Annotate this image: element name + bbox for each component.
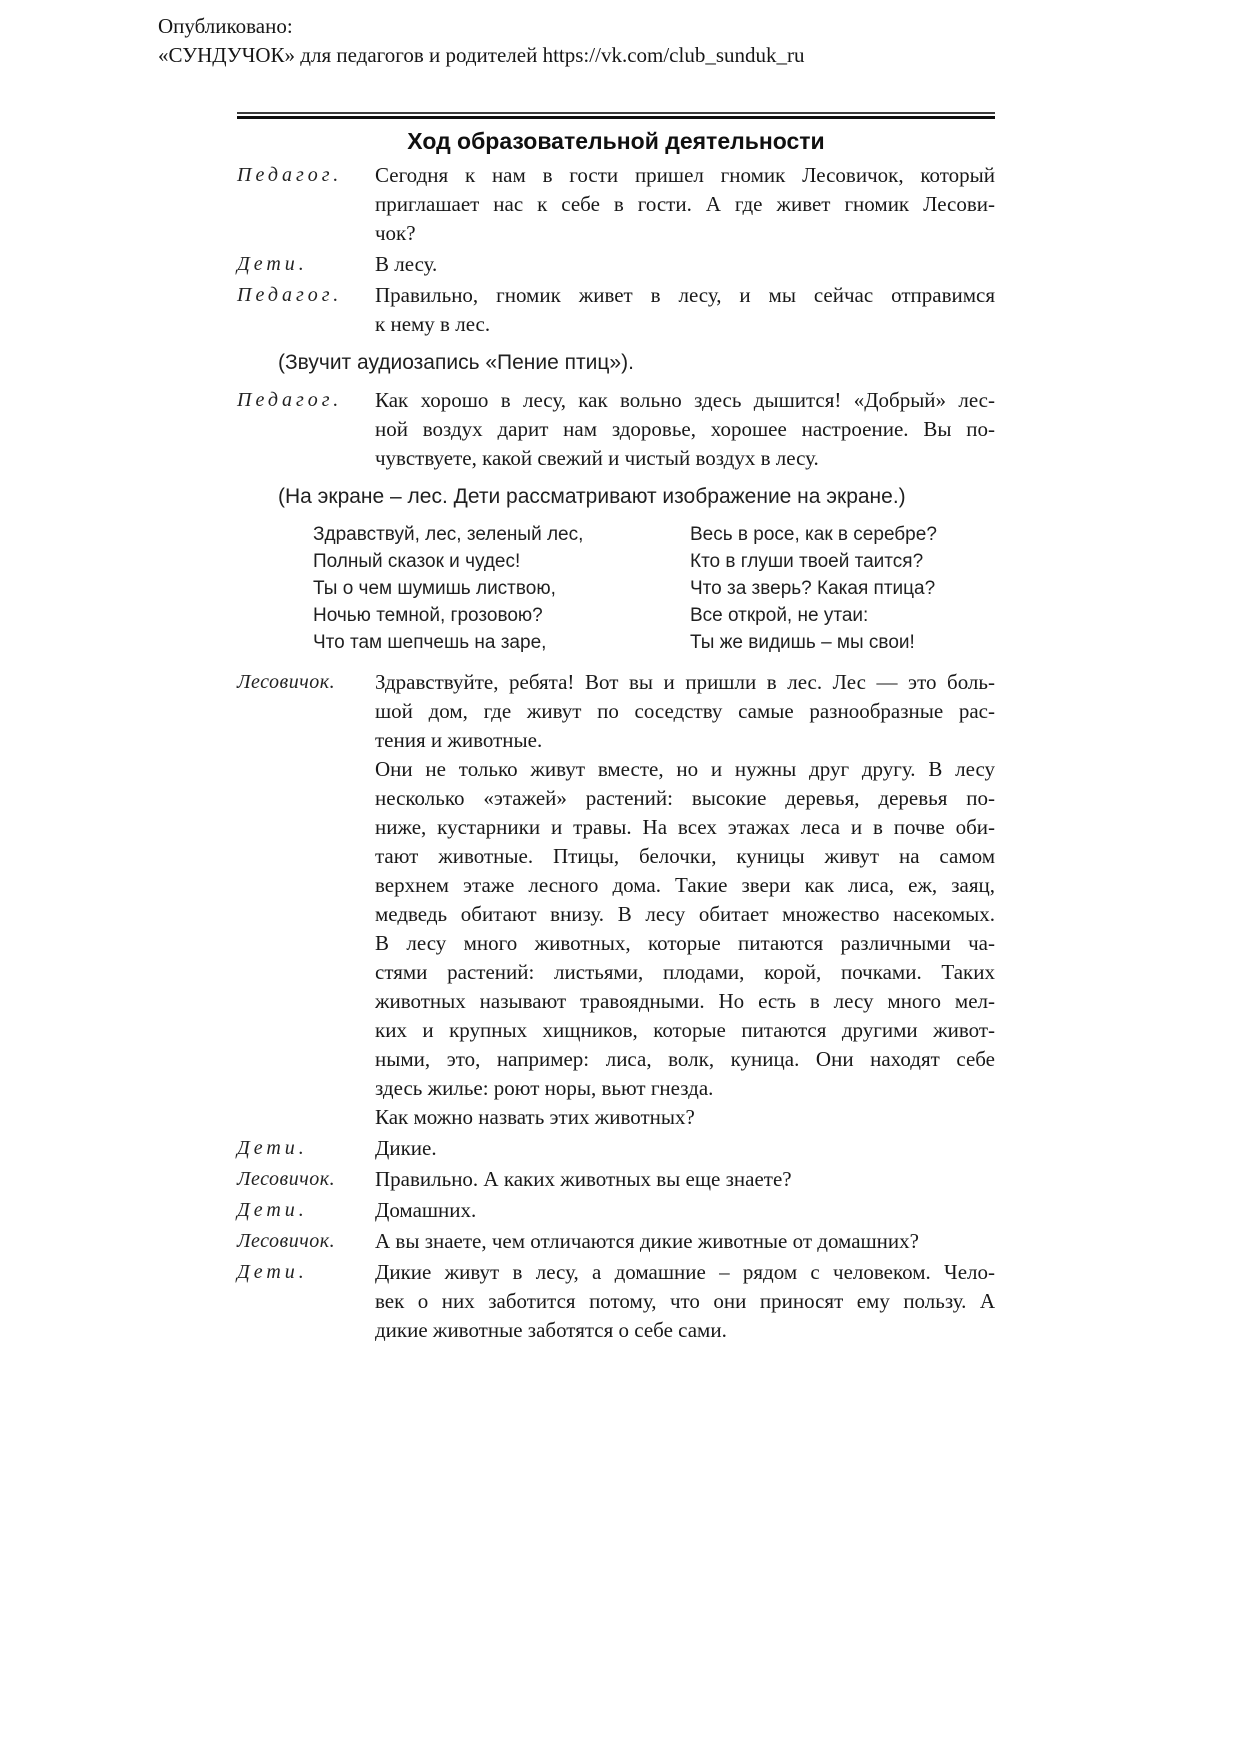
poem-column-right <box>690 521 995 656</box>
top-double-rule <box>237 112 995 119</box>
dialogue-line: ниже, кустарники и травы. На всех этажах леса и в почве оби- <box>375 815 995 839</box>
dialogue-line: Они не только живут вместе, но и нужны друг другу. В лесу <box>375 757 995 781</box>
dialogue-line: Здравствуйте, ребята! Вот вы и пришли в лес. Лес — это боль- <box>375 670 995 694</box>
dialogue-line: век о них заботится потому, что они приносят ему пользу. А <box>375 1289 995 1313</box>
poem-line: Кто в глуши твоей таится? <box>690 551 924 572</box>
dialogue-line: ких и крупных хищников, которые питаются другими живот- <box>375 1018 995 1042</box>
dialogue-line: Дикие. <box>375 1136 437 1160</box>
dialogue-turn <box>237 281 995 339</box>
dialogue-line: В лесу. <box>375 252 438 276</box>
poem-line: Ты о чем шумишь листвою, <box>313 578 556 599</box>
source-text: «СУНДУЧОК» для педагогов и родителей <box>158 43 543 67</box>
poem-line: Полный сказок и чудес! <box>313 551 521 572</box>
dialogue-turn <box>237 1134 995 1163</box>
poem-line: Что там шепчешь на заре, <box>313 632 547 653</box>
poem <box>237 521 995 656</box>
dialogue-turn <box>237 250 995 279</box>
dialogue-line: чувствуете, какой свежий и чистый воздух в лесу. <box>375 446 819 470</box>
dialogue-line: ными, это, например: лиса, волк, куница. Они находят себе <box>375 1047 995 1071</box>
dialogue-line: стями растений: листьями, плодами, корой, почками. Таких <box>375 960 995 984</box>
poem-line: Здравствуй, лес, зеленый лес, <box>313 524 584 545</box>
stage-direction: (На экране – лес. Дети рассматривают изображение на экране.) <box>278 485 906 508</box>
turn-text <box>375 1165 995 1194</box>
dialogue-turn <box>237 1227 995 1256</box>
turn-text <box>375 250 995 279</box>
turn-text <box>375 1134 995 1163</box>
speaker-label: Педагог. <box>237 389 343 411</box>
page-title: Ход образовательной деятельности <box>407 128 825 154</box>
dialogue-line: Как можно назвать этих животных? <box>375 1105 695 1129</box>
dialogue-line: верхнем этаже лесного дома. Такие звери как лиса, еж, заяц, <box>375 873 995 897</box>
scan-content-block <box>237 112 995 1345</box>
speaker-label: Педагог. <box>237 284 343 306</box>
source-url: https://vk.com/club_sunduk_ru <box>542 43 805 67</box>
speaker-label: Педагог. <box>237 164 343 186</box>
turn-text <box>375 386 995 473</box>
turn-text <box>375 1258 995 1345</box>
source-line <box>158 41 805 70</box>
turn-text <box>375 668 995 1132</box>
dialogue-line: к нему в лес. <box>375 312 491 336</box>
dialogue-line: В лесу много животных, которые питаются различными ча- <box>375 931 995 955</box>
poem-line: Все открой, не утаи: <box>690 605 869 626</box>
dialogue-line: Правильно. А каких животных вы еще знаете? <box>375 1167 792 1191</box>
dialogue-line: приглашает нас к себе в гости. А где живет гномик Лесови- <box>375 192 995 216</box>
dialogue-line: ной воздух дарит нам здоровье, хорошее настроение. Вы по- <box>375 417 995 441</box>
poem-line: Ночью темной, грозовою? <box>313 605 543 626</box>
poem-line: Весь в росе, как в серебре? <box>690 524 937 545</box>
dialogue-line: Правильно, гномик живет в лесу, и мы сейчас отправимся <box>375 283 995 307</box>
poem-line: Ты же видишь – мы свои! <box>690 632 915 653</box>
poem-line: Что за зверь? Какая птица? <box>690 578 936 599</box>
dialogue-turn <box>237 1165 995 1194</box>
publication-header <box>158 12 805 70</box>
dialogue-turn <box>237 386 995 473</box>
turn-text <box>375 161 995 248</box>
turn-text <box>375 281 995 339</box>
dialogue-line: шой дом, где живут по соседству самые разнообразные рас- <box>375 699 995 723</box>
dialogue <box>237 161 995 1345</box>
dialogue-line: тения и животные. <box>375 728 543 752</box>
speaker-label: Лесовичок. <box>237 1168 336 1190</box>
speaker-label: Дети. <box>237 1199 308 1221</box>
dialogue-line: Сегодня к нам в гости пришел гномик Лесовичок, который <box>375 163 995 187</box>
dialogue-turn <box>237 161 995 248</box>
dialogue-line: дикие животные заботятся о себе сами. <box>375 1318 727 1342</box>
dialogue-line: несколько «этажей» растений: высокие деревья, деревья по- <box>375 786 995 810</box>
speaker-label: Дети. <box>237 253 308 275</box>
speaker-label: Лесовичок. <box>237 671 336 693</box>
published-label: Опубликовано: <box>158 14 293 38</box>
speaker-label: Дети. <box>237 1261 308 1283</box>
dialogue-turn <box>237 1196 995 1225</box>
dialogue-turn <box>237 1258 995 1345</box>
dialogue-line: медведь обитают внизу. В лесу обитает множество насекомых. <box>375 902 995 926</box>
dialogue-turn <box>237 668 995 1132</box>
dialogue-line: здесь жилье: роют норы, вьют гнезда. <box>375 1076 714 1100</box>
speaker-label: Лесовичок. <box>237 1230 336 1252</box>
dialogue-line: Домашних. <box>375 1198 477 1222</box>
turn-text <box>375 1227 995 1256</box>
dialogue-line: А вы знаете, чем отличаются дикие животные от домашних? <box>375 1229 919 1253</box>
dialogue-line: животных называют травоядными. Но есть в лесу много мел- <box>375 989 995 1013</box>
dialogue-line: Дикие живут в лесу, а домашние – рядом с человеком. Чело- <box>375 1260 995 1284</box>
poem-column-left <box>313 521 690 656</box>
dialogue-line: тают животные. Птицы, белочки, куницы живут на самом <box>375 844 995 868</box>
dialogue-line: Как хорошо в лесу, как вольно здесь дышится! «Добрый» лес- <box>375 388 995 412</box>
dialogue-line: чок? <box>375 221 416 245</box>
speaker-label: Дети. <box>237 1137 308 1159</box>
stage-direction: (Звучит аудиозапись «Пение птиц»). <box>278 351 634 374</box>
turn-text <box>375 1196 995 1225</box>
